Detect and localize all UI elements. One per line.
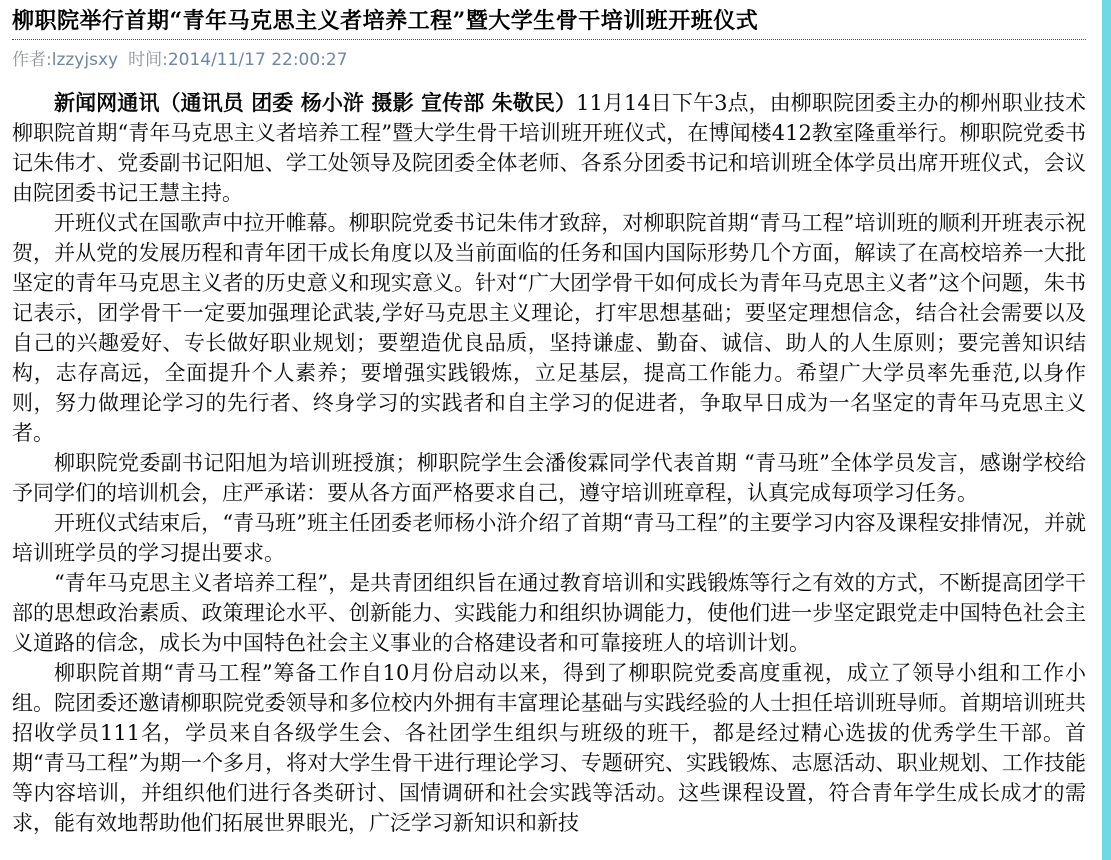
paragraph-text: 柳职院党委副书记阳旭为培训班授旗；柳职院学生会潘俊霖同学代表首期 “青马班”全体学员发言，感谢学校给予同学们的培训机会，庄严承诺：要从各方面严格要求自己，遵守培训班章程，认真完成每项学习任务。 — [12, 451, 1086, 505]
article-paragraph — [12, 658, 1086, 838]
author-link[interactable]: lzzyjsxy — [51, 50, 119, 70]
article-body — [12, 88, 1086, 838]
article-paragraph — [12, 448, 1086, 508]
article-paragraph — [12, 208, 1086, 448]
paragraph-text: 11月14日下午3点，由柳职院团委主办的柳州职业技术柳职院首期“青年马克思主义者培养工程”暨大学生骨干培训班开班仪式，在博闻楼412教室隆重举行。柳职院党委书记朱伟才、党委副书记阳旭、学工处领导及院团委全体老师、各系分团委书记和培训班全体学员出席开班仪式，会议由院团委书记王慧主持。 — [12, 91, 1086, 205]
page-title: 柳职院举行首期“青年马克思主义者培养工程”暨大学生骨干培训班开班仪式 — [12, 8, 759, 34]
paragraph-text: 柳职院首期“青马工程”筹备工作自10月份启动以来，得到了柳职院党委高度重视，成立了领导小组和工作小组。院团委还邀请柳职院党委领导和多位校内外拥有丰富理论基础与实践经验的人士担任培训班导师。首期培训班共招收学员111名，学员来自各级学生会、各社团学生组织与班级的班干，都是经过精心选拔的优秀学生干部。首期“青马工程”为期一个多月，将对大学生骨干进行理论学习、专题研究、实践锻炼、志愿活动、职业规划、工作技能等内容培训，并组织他们进行各类研讨、国情调研和社会实践等活动。这些课程设置，符合青年学生成长成才的需求，能有效地帮助他们拓展世界眼光，广泛学习新知识和新技 — [12, 661, 1086, 835]
paragraph-text: 开班仪式在国歌声中拉开帷幕。柳职院党委书记朱伟才致辞，对柳职院首期“青马工程”培训班的顺利开班表示祝贺，并从党的发展历程和青年团干成长角度以及当前面临的任务和国内国际形势几个方面，解读了在高校培养一大批坚定的青年马克思主义者的历史意义和现实意义。针对“广大团学骨干如何成长为青年马克思主义者”这个问题，朱书记表示，团学骨干一定要加强理论武装,学好马克思主义理论，打牢思想基础；要坚定理想信念，结合社会需要以及自己的兴趣爱好、专长做好职业规划；要塑造优良品质，坚持谦虚、勤奋、诚信、助人的人生原则；要完善知识结构，志存高远，全面提升个人素养；要增强实践锻炼，立足基层，提高工作能力。希望广大学员率先垂范,以身作则，努力做理论学习的先行者、终身学习的实践者和自主学习的促进者，争取早日成为一名坚定的青年马克思主义者。 — [12, 211, 1086, 445]
right-edge-accent-bar — [1102, 0, 1111, 860]
article-paragraph — [12, 508, 1086, 568]
paragraph-lead: 新闻网通讯（通讯员 团委 杨小浒 摄影 宣传部 朱敬民） — [54, 90, 577, 115]
article-paragraph — [12, 88, 1086, 208]
time-label: 时间: — [128, 50, 168, 70]
time-value: 2014/11/17 22:00:27 — [167, 50, 348, 70]
paragraph-text: 开班仪式结束后，“青马班”班主任团委老师杨小浒介绍了首期“青马工程”的主要学习内容及课程安排情况，并就培训班学员的学习提出要求。 — [12, 511, 1086, 565]
paragraph-text: “青年马克思主义者培养工程”，是共青团组织旨在通过教育培训和实践锻炼等行之有效的方式，不断提高团学干部的思想政治素质、政策理论水平、创新能力、实践能力和组织协调能力，使他们进一步坚定跟党走中国特色社会主义道路的信念，成长为中国特色社会主义事业的合格建设者和可靠接班人的培训计划。 — [12, 571, 1086, 655]
article-meta — [12, 49, 1086, 71]
title-divider — [12, 39, 1086, 40]
article-paragraph — [12, 568, 1086, 658]
author-label: 作者: — [12, 50, 52, 70]
